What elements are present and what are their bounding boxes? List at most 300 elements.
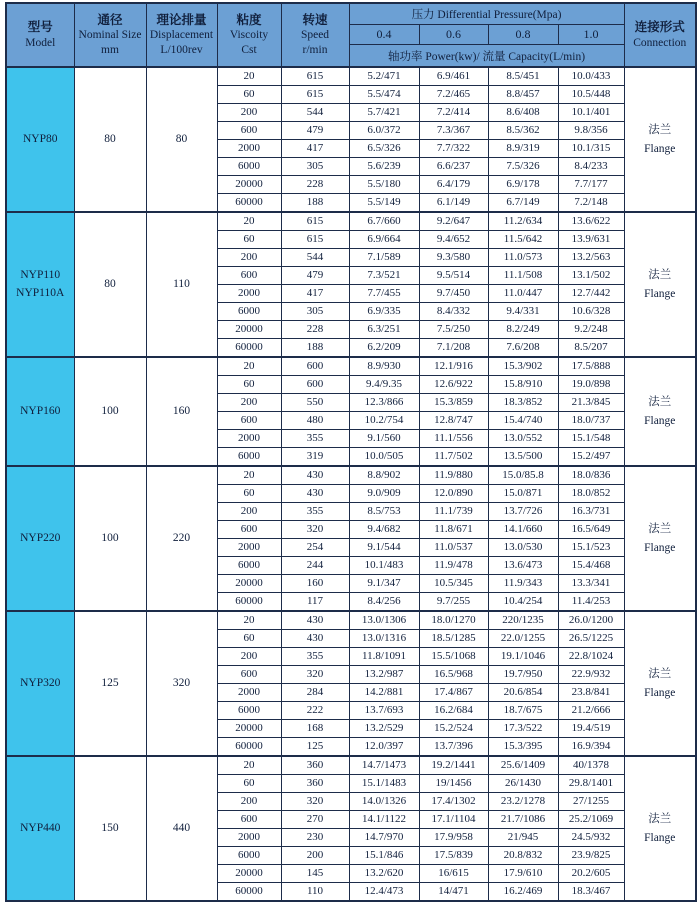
header-connection-en: Connection — [633, 36, 687, 49]
power-capacity-cell: 18.7/675 — [488, 702, 558, 720]
power-capacity-cell: 10.5/345 — [419, 575, 488, 593]
header-speed-en: Speed — [300, 29, 330, 42]
viscosity-cell: 6000 — [217, 303, 281, 321]
viscosity-cell: 600 — [217, 412, 281, 430]
power-capacity-cell: 6.2/209 — [349, 339, 419, 358]
header-model-en: Model — [25, 36, 56, 49]
power-capacity-cell: 9.1/347 — [349, 575, 419, 593]
power-capacity-cell: 7.7/455 — [349, 285, 419, 303]
power-capacity-cell: 11.9/880 — [419, 466, 488, 485]
power-capacity-cell: 26.5/1225 — [558, 630, 624, 648]
pump-spec-table — [5, 2, 697, 902]
nominal-size-cell: 125 — [74, 611, 146, 756]
power-capacity-cell: 15.1/548 — [558, 430, 624, 448]
model-cell: NYP110 NYP110A — [6, 212, 74, 357]
power-capacity-cell: 11.9/343 — [488, 575, 558, 593]
speed-cell: 320 — [281, 521, 349, 539]
power-capacity-cell: 13.9/631 — [558, 231, 624, 249]
viscosity-cell: 60 — [217, 376, 281, 394]
header-viscosity-unit: Cst — [241, 43, 257, 56]
power-capacity-cell: 9.3/580 — [419, 249, 488, 267]
power-capacity-cell: 7.5/250 — [419, 321, 488, 339]
viscosity-cell: 200 — [217, 793, 281, 811]
power-capacity-cell: 40/1378 — [558, 756, 624, 775]
speed-cell: 417 — [281, 285, 349, 303]
power-capacity-cell: 8.2/249 — [488, 321, 558, 339]
viscosity-cell: 200 — [217, 249, 281, 267]
power-capacity-cell: 8.9/930 — [349, 357, 419, 376]
power-capacity-cell: 10.4/254 — [488, 593, 558, 612]
viscosity-cell: 2000 — [217, 140, 281, 158]
power-capacity-cell: 10.0/433 — [558, 67, 624, 86]
power-capacity-cell: 26.0/1200 — [558, 611, 624, 630]
power-capacity-cell: 18.3/467 — [558, 883, 624, 902]
connection-cell: 法兰 Flange — [624, 466, 696, 611]
power-capacity-cell: 20.2/605 — [558, 865, 624, 883]
speed-cell: 430 — [281, 485, 349, 503]
speed-cell: 188 — [281, 194, 349, 213]
power-capacity-cell: 6.9/335 — [349, 303, 419, 321]
power-capacity-cell: 9.7/450 — [419, 285, 488, 303]
power-capacity-cell: 6.9/461 — [419, 67, 488, 86]
power-capacity-cell: 6.9/178 — [488, 176, 558, 194]
header-model — [6, 3, 74, 67]
header-nominal-size-unit: mm — [101, 43, 119, 56]
connection-cell: 法兰 Flange — [624, 357, 696, 466]
viscosity-cell: 20 — [217, 611, 281, 630]
power-capacity-cell: 8.5/753 — [349, 503, 419, 521]
power-capacity-cell: 15.3/395 — [488, 738, 558, 757]
power-capacity-cell: 7.2/414 — [419, 104, 488, 122]
speed-cell: 222 — [281, 702, 349, 720]
power-capacity-cell: 6.4/179 — [419, 176, 488, 194]
power-capacity-cell: 13.0/530 — [488, 539, 558, 557]
header-power-capacity — [349, 45, 624, 68]
power-capacity-cell: 11.1/739 — [419, 503, 488, 521]
table-header — [6, 3, 696, 67]
power-capacity-cell: 23.8/841 — [558, 684, 624, 702]
header-displacement-zh: 理论排量 — [156, 12, 207, 27]
power-capacity-cell: 8.9/319 — [488, 140, 558, 158]
power-capacity-cell: 6.5/326 — [349, 140, 419, 158]
power-capacity-cell: 18.0/1270 — [419, 611, 488, 630]
power-capacity-cell: 10.5/448 — [558, 86, 624, 104]
power-capacity-cell: 11.1/556 — [419, 430, 488, 448]
power-capacity-cell: 7.7/177 — [558, 176, 624, 194]
speed-cell: 319 — [281, 448, 349, 467]
model-cell: NYP220 — [6, 466, 74, 611]
power-capacity-cell: 11.8/671 — [419, 521, 488, 539]
power-capacity-cell: 12.0/397 — [349, 738, 419, 757]
power-capacity-cell: 19.0/898 — [558, 376, 624, 394]
speed-cell: 254 — [281, 539, 349, 557]
viscosity-cell: 600 — [217, 811, 281, 829]
power-capacity-cell: 16.2/469 — [488, 883, 558, 902]
header-pressure-title-text: 压力 Differential Pressure(Mpa) — [411, 9, 562, 21]
speed-cell: 200 — [281, 847, 349, 865]
power-capacity-cell: 7.2/465 — [419, 86, 488, 104]
displacement-cell: 440 — [146, 756, 217, 901]
power-capacity-cell: 12.0/890 — [419, 485, 488, 503]
viscosity-cell: 20 — [217, 67, 281, 86]
power-capacity-cell: 13.7/726 — [488, 503, 558, 521]
viscosity-cell: 60000 — [217, 593, 281, 612]
power-capacity-cell: 10.1/401 — [558, 104, 624, 122]
nominal-size-cell: 80 — [74, 212, 146, 357]
viscosity-cell: 20000 — [217, 865, 281, 883]
power-capacity-cell: 21.3/845 — [558, 394, 624, 412]
power-capacity-cell: 16/615 — [419, 865, 488, 883]
viscosity-cell: 600 — [217, 267, 281, 285]
speed-cell: 600 — [281, 376, 349, 394]
viscosity-cell: 60000 — [217, 738, 281, 757]
power-capacity-cell: 20.8/832 — [488, 847, 558, 865]
displacement-cell: 320 — [146, 611, 217, 756]
power-capacity-cell: 19.1/1046 — [488, 648, 558, 666]
power-capacity-cell: 9.0/909 — [349, 485, 419, 503]
power-capacity-cell: 14.2/881 — [349, 684, 419, 702]
power-capacity-cell: 15.3/859 — [419, 394, 488, 412]
speed-cell: 125 — [281, 738, 349, 757]
power-capacity-cell: 11.1/508 — [488, 267, 558, 285]
power-capacity-cell: 14.0/1326 — [349, 793, 419, 811]
speed-cell: 355 — [281, 503, 349, 521]
power-capacity-cell: 13.7/396 — [419, 738, 488, 757]
displacement-cell: 220 — [146, 466, 217, 611]
speed-cell: 479 — [281, 267, 349, 285]
nominal-size-cell: 100 — [74, 466, 146, 611]
viscosity-cell: 20 — [217, 357, 281, 376]
model-cell: NYP320 — [6, 611, 74, 756]
displacement-cell: 110 — [146, 212, 217, 357]
speed-cell: 244 — [281, 557, 349, 575]
speed-cell: 360 — [281, 775, 349, 793]
viscosity-cell: 20000 — [217, 176, 281, 194]
viscosity-cell: 2000 — [217, 430, 281, 448]
speed-cell: 270 — [281, 811, 349, 829]
viscosity-cell: 200 — [217, 394, 281, 412]
power-capacity-cell: 5.7/421 — [349, 104, 419, 122]
speed-cell: 230 — [281, 829, 349, 847]
power-capacity-cell: 7.3/367 — [419, 122, 488, 140]
speed-cell: 168 — [281, 720, 349, 738]
power-capacity-cell: 8.8/902 — [349, 466, 419, 485]
power-capacity-cell: 13.0/1306 — [349, 611, 419, 630]
power-capacity-cell: 13.6/473 — [488, 557, 558, 575]
power-capacity-cell: 6.9/664 — [349, 231, 419, 249]
speed-cell: 600 — [281, 357, 349, 376]
power-capacity-cell: 24.5/932 — [558, 829, 624, 847]
power-capacity-cell: 220/1235 — [488, 611, 558, 630]
header-speed — [281, 3, 349, 67]
model-cell: NYP80 — [6, 67, 74, 212]
power-capacity-cell: 25.2/1069 — [558, 811, 624, 829]
power-capacity-cell: 8.5/451 — [488, 67, 558, 86]
speed-cell: 615 — [281, 212, 349, 231]
speed-cell: 110 — [281, 883, 349, 902]
power-capacity-cell: 10.6/328 — [558, 303, 624, 321]
power-capacity-cell: 13.2/529 — [349, 720, 419, 738]
speed-cell: 430 — [281, 630, 349, 648]
viscosity-cell: 6000 — [217, 448, 281, 467]
header-viscosity-en: Viscoity — [229, 29, 269, 42]
header-pressure-0.4: 0.4 — [349, 25, 419, 45]
viscosity-cell: 200 — [217, 648, 281, 666]
viscosity-cell: 60000 — [217, 883, 281, 902]
power-capacity-cell: 15.4/740 — [488, 412, 558, 430]
speed-cell: 160 — [281, 575, 349, 593]
power-capacity-cell: 14/471 — [419, 883, 488, 902]
nominal-size-cell: 80 — [74, 67, 146, 212]
speed-cell: 417 — [281, 140, 349, 158]
speed-cell: 117 — [281, 593, 349, 612]
power-capacity-cell: 17.5/888 — [558, 357, 624, 376]
power-capacity-cell: 9.7/255 — [419, 593, 488, 612]
power-capacity-cell: 13.2/987 — [349, 666, 419, 684]
power-capacity-cell: 13.0/552 — [488, 430, 558, 448]
power-capacity-cell: 16.9/394 — [558, 738, 624, 757]
viscosity-cell: 600 — [217, 666, 281, 684]
power-capacity-cell: 12.3/866 — [349, 394, 419, 412]
power-capacity-cell: 11.9/478 — [419, 557, 488, 575]
power-capacity-cell: 26/1430 — [488, 775, 558, 793]
power-capacity-cell: 14.1/1122 — [349, 811, 419, 829]
power-capacity-cell: 8.4/233 — [558, 158, 624, 176]
power-capacity-cell: 16.5/649 — [558, 521, 624, 539]
power-capacity-cell: 6.1/149 — [419, 194, 488, 213]
power-capacity-cell: 17.1/1104 — [419, 811, 488, 829]
speed-cell: 228 — [281, 321, 349, 339]
power-capacity-cell: 6.6/237 — [419, 158, 488, 176]
power-capacity-cell: 6.3/251 — [349, 321, 419, 339]
speed-cell: 284 — [281, 684, 349, 702]
header-connection — [624, 3, 696, 67]
power-capacity-cell: 22.0/1255 — [488, 630, 558, 648]
viscosity-cell: 6000 — [217, 158, 281, 176]
power-capacity-cell: 11.8/1091 — [349, 648, 419, 666]
power-capacity-cell: 13.5/500 — [488, 448, 558, 467]
power-capacity-cell: 10.1/315 — [558, 140, 624, 158]
power-capacity-cell: 22.9/932 — [558, 666, 624, 684]
speed-cell: 228 — [281, 176, 349, 194]
power-capacity-cell: 7.6/208 — [488, 339, 558, 358]
connection-cell: 法兰 Flange — [624, 212, 696, 357]
power-capacity-cell: 11.2/634 — [488, 212, 558, 231]
connection-cell: 法兰 Flange — [624, 67, 696, 212]
power-capacity-cell: 8.6/408 — [488, 104, 558, 122]
power-capacity-cell: 14.7/1473 — [349, 756, 419, 775]
power-capacity-cell: 11.0/447 — [488, 285, 558, 303]
viscosity-cell: 6000 — [217, 847, 281, 865]
power-capacity-cell: 19.7/950 — [488, 666, 558, 684]
power-capacity-cell: 13.1/502 — [558, 267, 624, 285]
header-nominal-size — [74, 3, 146, 67]
power-capacity-cell: 17.9/610 — [488, 865, 558, 883]
speed-cell: 305 — [281, 158, 349, 176]
power-capacity-cell: 15.4/468 — [558, 557, 624, 575]
power-capacity-cell: 11.7/502 — [419, 448, 488, 467]
power-capacity-cell: 13.2/563 — [558, 249, 624, 267]
viscosity-cell: 200 — [217, 503, 281, 521]
power-capacity-cell: 15.5/1068 — [419, 648, 488, 666]
speed-cell: 145 — [281, 865, 349, 883]
power-capacity-cell: 8.4/332 — [419, 303, 488, 321]
power-capacity-cell: 18.3/852 — [488, 394, 558, 412]
power-capacity-cell: 14.1/660 — [488, 521, 558, 539]
power-capacity-cell: 15.1/1483 — [349, 775, 419, 793]
viscosity-cell: 2000 — [217, 285, 281, 303]
power-capacity-cell: 9.8/356 — [558, 122, 624, 140]
header-pressure-0.8: 0.8 — [488, 25, 558, 45]
viscosity-cell: 20 — [217, 466, 281, 485]
header-pressure-0.6: 0.6 — [419, 25, 488, 45]
power-capacity-cell: 9.4/682 — [349, 521, 419, 539]
power-capacity-cell: 18.0/836 — [558, 466, 624, 485]
nominal-size-cell: 100 — [74, 357, 146, 466]
table-row — [6, 212, 696, 231]
speed-cell: 479 — [281, 122, 349, 140]
speed-cell: 305 — [281, 303, 349, 321]
power-capacity-cell: 15.0/85.8 — [488, 466, 558, 485]
table-row — [6, 611, 696, 630]
header-pressure-title — [349, 3, 624, 25]
model-cell: NYP440 — [6, 756, 74, 901]
power-capacity-cell: 21.2/666 — [558, 702, 624, 720]
power-capacity-cell: 16.5/968 — [419, 666, 488, 684]
power-capacity-cell: 12.7/442 — [558, 285, 624, 303]
header-nominal-size-en: Nominal Size — [78, 29, 142, 42]
header-power-capacity-text: 轴功率 Power(kw)/ 流量 Capacity(L/min) — [387, 50, 586, 63]
displacement-cell: 160 — [146, 357, 217, 466]
viscosity-cell: 20000 — [217, 720, 281, 738]
power-capacity-cell: 19.2/1441 — [419, 756, 488, 775]
viscosity-cell: 600 — [217, 122, 281, 140]
power-capacity-cell: 12.4/473 — [349, 883, 419, 902]
power-capacity-cell: 23.2/1278 — [488, 793, 558, 811]
power-capacity-cell: 18.0/852 — [558, 485, 624, 503]
power-capacity-cell: 19/1456 — [419, 775, 488, 793]
viscosity-cell: 20000 — [217, 575, 281, 593]
power-capacity-cell: 10.1/483 — [349, 557, 419, 575]
viscosity-cell: 2000 — [217, 829, 281, 847]
power-capacity-cell: 7.5/326 — [488, 158, 558, 176]
table-row — [6, 756, 696, 775]
table-row — [6, 357, 696, 376]
power-capacity-cell: 13.0/1316 — [349, 630, 419, 648]
power-capacity-cell: 21/945 — [488, 829, 558, 847]
power-capacity-cell: 5.6/239 — [349, 158, 419, 176]
viscosity-cell: 600 — [217, 521, 281, 539]
power-capacity-cell: 13.6/622 — [558, 212, 624, 231]
speed-cell: 480 — [281, 412, 349, 430]
header-displacement-unit: L/100rev — [160, 43, 203, 56]
power-capacity-cell: 17.9/958 — [419, 829, 488, 847]
power-capacity-cell: 18.5/1285 — [419, 630, 488, 648]
power-capacity-cell: 18.0/737 — [558, 412, 624, 430]
power-capacity-cell: 8.8/457 — [488, 86, 558, 104]
power-capacity-cell: 11.5/642 — [488, 231, 558, 249]
power-capacity-cell: 13.3/341 — [558, 575, 624, 593]
speed-cell: 430 — [281, 466, 349, 485]
power-capacity-cell: 5.5/474 — [349, 86, 419, 104]
power-capacity-cell: 6.7/149 — [488, 194, 558, 213]
power-capacity-cell: 11.0/537 — [419, 539, 488, 557]
power-capacity-cell: 6.7/660 — [349, 212, 419, 231]
power-capacity-cell: 9.4/331 — [488, 303, 558, 321]
power-capacity-cell: 19.4/519 — [558, 720, 624, 738]
connection-cell: 法兰 Flange — [624, 756, 696, 901]
power-capacity-cell: 12.6/922 — [419, 376, 488, 394]
model-cell: NYP160 — [6, 357, 74, 466]
header-viscosity — [217, 3, 281, 67]
table-body — [6, 67, 696, 901]
power-capacity-cell: 7.7/322 — [419, 140, 488, 158]
power-capacity-cell: 9.2/248 — [558, 321, 624, 339]
power-capacity-cell: 17.4/1302 — [419, 793, 488, 811]
header-speed-zh: 转速 — [302, 12, 328, 27]
speed-cell: 320 — [281, 793, 349, 811]
header-displacement — [146, 3, 217, 67]
speed-cell: 360 — [281, 756, 349, 775]
speed-cell: 550 — [281, 394, 349, 412]
header-viscosity-zh: 粘度 — [236, 12, 262, 27]
connection-cell: 法兰 Flange — [624, 611, 696, 756]
power-capacity-cell: 15.1/846 — [349, 847, 419, 865]
speed-cell: 615 — [281, 86, 349, 104]
power-capacity-cell: 13.7/693 — [349, 702, 419, 720]
power-capacity-cell: 10.2/754 — [349, 412, 419, 430]
header-displacement-en: Displacement — [149, 29, 214, 42]
power-capacity-cell: 15.0/871 — [488, 485, 558, 503]
power-capacity-cell: 5.5/180 — [349, 176, 419, 194]
power-capacity-cell: 8.5/207 — [558, 339, 624, 358]
viscosity-cell: 2000 — [217, 684, 281, 702]
power-capacity-cell: 17.4/867 — [419, 684, 488, 702]
power-capacity-cell: 15.2/497 — [558, 448, 624, 467]
header-model-zh: 型号 — [27, 20, 53, 34]
viscosity-cell: 2000 — [217, 539, 281, 557]
viscosity-cell: 200 — [217, 104, 281, 122]
power-capacity-cell: 9.5/514 — [419, 267, 488, 285]
power-capacity-cell: 11.4/253 — [558, 593, 624, 612]
viscosity-cell: 60000 — [217, 339, 281, 358]
power-capacity-cell: 17.3/522 — [488, 720, 558, 738]
power-capacity-cell: 14.7/970 — [349, 829, 419, 847]
viscosity-cell: 20000 — [217, 321, 281, 339]
speed-cell: 615 — [281, 231, 349, 249]
displacement-cell: 80 — [146, 67, 217, 212]
speed-cell: 544 — [281, 249, 349, 267]
power-capacity-cell: 5.5/149 — [349, 194, 419, 213]
table-row — [6, 67, 696, 86]
power-capacity-cell: 15.3/902 — [488, 357, 558, 376]
viscosity-cell: 60000 — [217, 194, 281, 213]
viscosity-cell: 60 — [217, 775, 281, 793]
viscosity-cell: 6000 — [217, 557, 281, 575]
speed-cell: 188 — [281, 339, 349, 358]
power-capacity-cell: 9.4/9.35 — [349, 376, 419, 394]
speed-cell: 615 — [281, 67, 349, 86]
power-capacity-cell: 15.8/910 — [488, 376, 558, 394]
nominal-size-cell: 150 — [74, 756, 146, 901]
power-capacity-cell: 7.3/521 — [349, 267, 419, 285]
power-capacity-cell: 17.5/839 — [419, 847, 488, 865]
table-row — [6, 466, 696, 485]
power-capacity-cell: 20.6/854 — [488, 684, 558, 702]
power-capacity-cell: 15.2/524 — [419, 720, 488, 738]
power-capacity-cell: 9.4/652 — [419, 231, 488, 249]
power-capacity-cell: 29.8/1401 — [558, 775, 624, 793]
